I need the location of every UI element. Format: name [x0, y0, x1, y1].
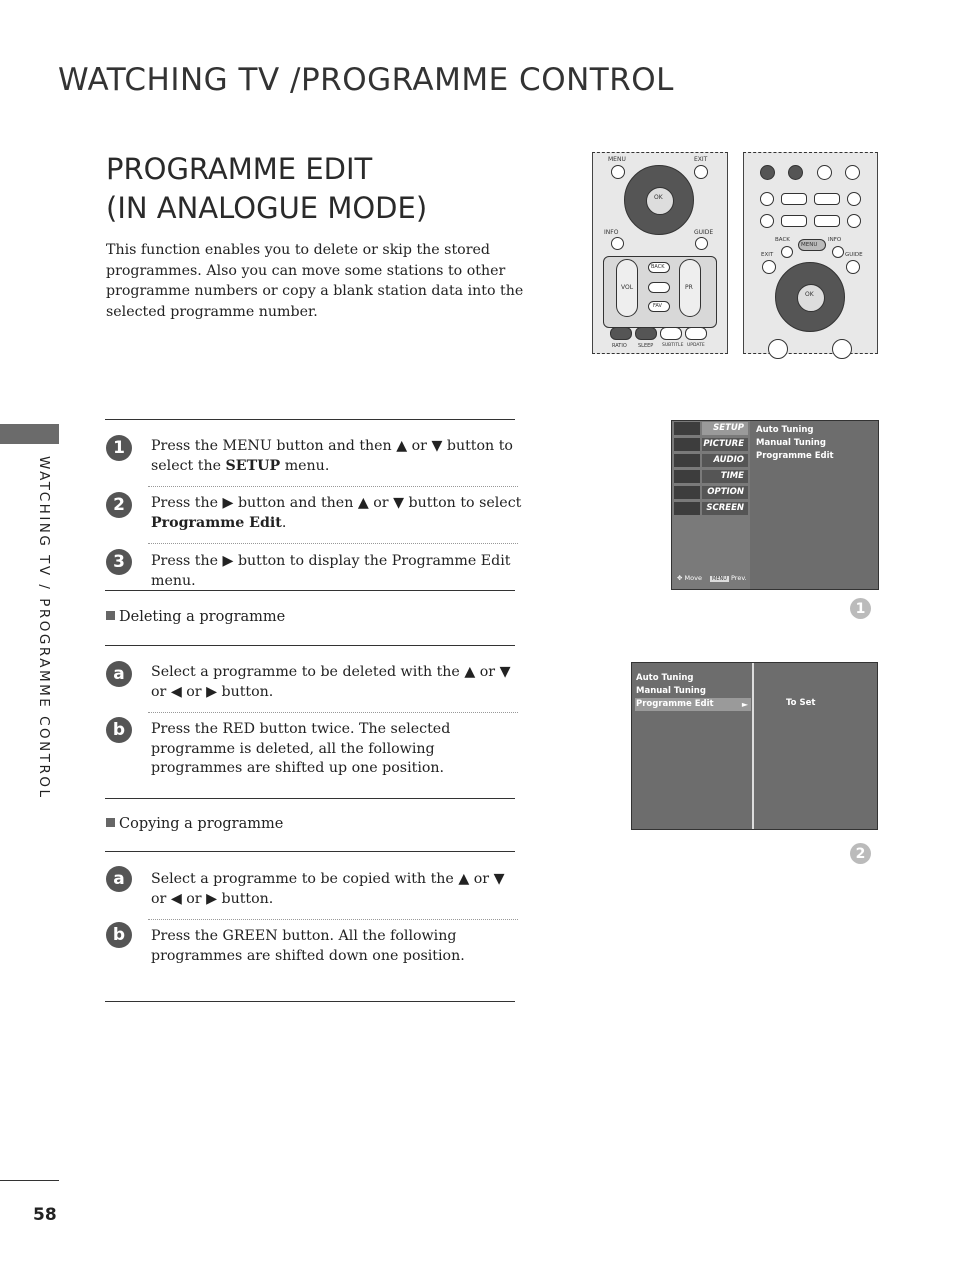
- remote2-record-button: [847, 192, 861, 206]
- copy-step-b-post: button. All the following programmes are shifted down one position.: [151, 928, 465, 964]
- step-1-badge: 1: [106, 435, 132, 461]
- picture-icon: [674, 438, 700, 451]
- osd-item-option: OPTION: [702, 486, 748, 499]
- remote2-info-label: INFO: [828, 237, 842, 243]
- remote-center-button: [648, 282, 670, 293]
- osd-item-picture: PICTURE: [702, 438, 748, 451]
- figure-2-badge: 2: [850, 843, 871, 864]
- side-tab: [0, 424, 59, 444]
- remote-info-button: [611, 237, 624, 250]
- remote-vol-label: VOL: [621, 284, 634, 291]
- copying-heading-text: Copying a programme: [119, 816, 284, 832]
- rule-dotted-2: [148, 543, 518, 544]
- remote2-back-button: [781, 246, 793, 258]
- page-number: 58: [33, 1205, 57, 1225]
- screen-icon: [674, 502, 700, 515]
- step-2-bold: Programme Edit: [151, 514, 282, 531]
- remote2-play-button: [781, 193, 807, 205]
- remote-menu-button: [611, 165, 625, 179]
- step-2-text: [151, 494, 523, 533]
- remote-menu-label: MENU: [608, 156, 626, 163]
- remote-green-button: [635, 327, 657, 340]
- remote2-vol-plus-button: [768, 339, 788, 359]
- remote2-guide-label: GUIDE: [845, 252, 863, 258]
- remote2-rewind-button: [781, 215, 807, 227]
- osd-footer: [677, 574, 747, 582]
- osd-item-setup: SETUP: [702, 422, 748, 435]
- remote-guide-button: [695, 237, 708, 250]
- osd-sub-manual-tuning: Manual Tuning: [756, 438, 826, 448]
- side-label: WATCHING TV / PROGRAMME CONTROL: [36, 456, 52, 800]
- remote-ratio-label: RATIO: [612, 343, 627, 349]
- remote2-stop-button: [760, 192, 774, 206]
- step-1-mid: button and then ▲ or ▼ button to select the: [151, 438, 513, 474]
- delete-step-b-post: button twice. The selected programme is deleted, all the following programmes are shifted up one position.: [151, 721, 451, 776]
- rule-3: [105, 645, 515, 646]
- copying-heading: [106, 816, 283, 832]
- osd-footer-prev: Prev.: [731, 574, 747, 582]
- setup-icon: [674, 422, 700, 435]
- step-1-post: menu.: [280, 457, 330, 474]
- section-title: [106, 150, 427, 228]
- rule-dotted-3: [148, 712, 518, 713]
- remote-subtitle-label: SUBTITLE: [662, 343, 684, 348]
- remote-blue-button: [685, 327, 707, 340]
- move-arrows-icon: ✥: [677, 574, 683, 582]
- osd2-item-programme-edit: [635, 698, 751, 711]
- deleting-heading-text: Deleting a programme: [119, 609, 286, 625]
- delete-step-b-key: RED: [222, 721, 255, 737]
- step-1-text: [151, 437, 523, 476]
- osd2-item-programme-edit-label: Programme Edit: [636, 699, 714, 709]
- remote-exit-label: EXIT: [694, 156, 708, 163]
- section-title-line1: PROGRAMME EDIT: [106, 152, 373, 186]
- step-1-bold: SETUP: [225, 457, 281, 474]
- remote-ok-button: [646, 187, 674, 215]
- deleting-heading: [106, 609, 285, 625]
- delete-step-b-text: [151, 720, 523, 779]
- remote2-guide-button: [846, 260, 860, 274]
- remote-red-button: [610, 327, 632, 340]
- remote-ok-label: OK: [654, 194, 663, 201]
- remote2-prev-button: [760, 214, 774, 228]
- delete-step-b-pre: Press the: [151, 721, 223, 737]
- step-1-pre: Press the: [151, 438, 223, 454]
- step-2-badge: 2: [106, 492, 132, 518]
- copy-step-b-key: GREEN: [222, 928, 278, 944]
- copy-step-b-badge: b: [106, 922, 132, 948]
- rule-dotted-1: [148, 486, 518, 487]
- remote2-forward-button: [814, 215, 840, 227]
- osd-divider: [752, 663, 754, 829]
- copy-step-b-pre: Press the: [151, 928, 223, 944]
- osd-item-audio: AUDIO: [702, 454, 748, 467]
- remote2-ok-button: [797, 284, 825, 312]
- remote-illustration-1: [592, 152, 728, 354]
- page-header-title: WATCHING TV /PROGRAMME CONTROL: [58, 62, 674, 98]
- osd2-item-manual-tuning: Manual Tuning: [636, 686, 706, 696]
- step-3-text: Press the ▶ button to display the Programme Edit menu.: [151, 553, 511, 589]
- section-title-line2: (IN ANALOGUE MODE): [106, 191, 428, 225]
- copy-step-a-text: Select a programme to be copied with the ▲ or ▼ or ◀ or ▶ button.: [151, 871, 505, 907]
- osd-menu-programme-edit: [631, 662, 878, 830]
- osd2-item-auto-tuning: Auto Tuning: [636, 673, 694, 683]
- remote-exit-button: [694, 165, 708, 179]
- osd-footer-menu-key: MENU: [712, 576, 727, 582]
- osd-sub-auto-tuning: Auto Tuning: [756, 425, 814, 435]
- audio-icon: [674, 454, 700, 467]
- remote2-yellow-button: [817, 165, 832, 180]
- remote2-menu-label: MENU: [801, 242, 818, 248]
- remote-sleep-label: SLEEP: [638, 343, 654, 349]
- time-icon: [674, 470, 700, 483]
- remote2-back-label: BACK: [775, 237, 790, 243]
- square-bullet-icon: [106, 611, 115, 620]
- remote-pr-label: PR: [685, 284, 693, 291]
- rule-2: [105, 590, 515, 591]
- remote-illustration-2: [743, 152, 878, 354]
- remote2-pause-button: [814, 193, 840, 205]
- step-2-post: .: [281, 514, 287, 531]
- remote-fav-label: FAV: [653, 303, 662, 309]
- osd-item-time: TIME: [702, 470, 748, 483]
- remote2-exit-button: [762, 260, 776, 274]
- arrow-right-icon: ►: [741, 700, 748, 709]
- remote2-info-button: [832, 246, 844, 258]
- remote-update-label: UPDATE: [687, 343, 705, 348]
- remote2-pr-plus-button: [832, 339, 852, 359]
- remote-back-label: BACK: [651, 264, 665, 270]
- osd-menu-setup: [671, 420, 879, 590]
- remote2-green-button: [788, 165, 803, 180]
- step-3-badge: 3: [106, 549, 132, 575]
- rule-4: [105, 798, 515, 799]
- step-2-pre: Press the ▶ button and then ▲ or ▼ button to select: [151, 495, 522, 511]
- remote2-red-button: [760, 165, 775, 180]
- figure-1-badge: 1: [850, 598, 871, 619]
- delete-step-a-badge: a: [106, 661, 132, 687]
- option-icon: [674, 486, 700, 499]
- osd2-to-set: To Set: [786, 698, 816, 708]
- rule-5: [105, 851, 515, 852]
- step-1-key: MENU: [222, 438, 272, 454]
- page-rule: [0, 1180, 59, 1181]
- remote2-next-button: [847, 214, 861, 228]
- square-bullet-icon: [106, 818, 115, 827]
- remote-yellow-button: [660, 327, 682, 340]
- remote-info-label: INFO: [604, 229, 619, 236]
- delete-step-a-text: Select a programme to be deleted with the ▲ or ▼ or ◀ or ▶ button.: [151, 664, 511, 700]
- remote2-ok-label: OK: [805, 291, 814, 298]
- remote2-blue-button: [845, 165, 860, 180]
- rule-bottom: [105, 1001, 515, 1002]
- osd-item-screen: SCREEN: [702, 502, 748, 515]
- remote2-exit-label: EXIT: [761, 252, 774, 258]
- copy-step-a-badge: a: [106, 866, 132, 892]
- rule-top: [105, 419, 515, 420]
- rule-dotted-4: [148, 919, 518, 920]
- copy-step-b-text: [151, 927, 523, 966]
- remote-guide-label: GUIDE: [694, 229, 714, 236]
- osd-footer-move: Move: [684, 574, 702, 582]
- delete-step-b-badge: b: [106, 717, 132, 743]
- osd-sub-programme-edit: Programme Edit: [756, 451, 834, 461]
- intro-paragraph: This function enables you to delete or skip the stored programmes. Also you can move some stations to other programme numbers or copy a blank station data into the selected programme number.: [106, 242, 524, 320]
